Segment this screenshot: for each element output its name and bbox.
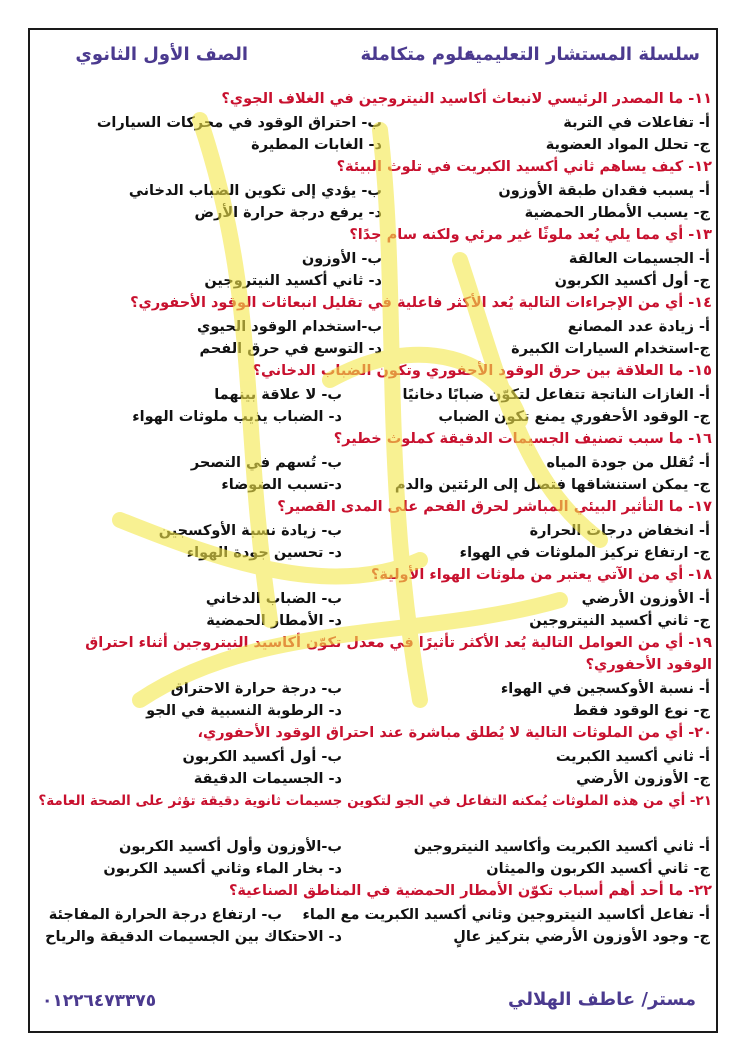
option-b: ب- درجة حرارة الاحتراق [170, 681, 342, 697]
option-b: ب- احتراق الوقود في محركات السيارات [96, 115, 382, 131]
option-c: ج- يسبب الأمطار الحمضية [524, 205, 710, 221]
option-d: د- تحسين جودة الهواء [186, 545, 342, 561]
question-text: ١٢- كيف يساهم ثاني أكسيد الكبريت في تلوث البيئة؟ [336, 159, 712, 175]
question-text: ١٨- أي من الآتي يعتبر من ملوثات الهواء الأولية؟ [370, 567, 712, 583]
option-c: ج-استخدام السيارات الكبيرة [511, 341, 710, 357]
option-b: ب- ارتفاع درجة الحرارة المفاجئة [48, 907, 282, 923]
option-a: أ- انخفاض درجات الحرارة [529, 523, 710, 539]
option-b: ب-استخدام الوقود الحيوي [197, 319, 382, 335]
option-c: ج- الوقود الأحفوري يمنع تكون الضباب [438, 409, 710, 425]
series-title: سلسلة المستشار التعليمية [464, 44, 700, 65]
option-c: ج- الأوزون الأرضي [576, 771, 710, 787]
teacher-name: مستر/ عاطف الهلالي [507, 989, 696, 1010]
question-text: ١٩- أي من العوامل التالية يُعد الأكثر تأثيرًا في معدل تكوّن أكاسيد النيتروجين أثناء احتراق الوقود الأحفوري؟ [85, 635, 712, 673]
question-text: ٢٠- أي من الملوثات التالية لا يُطلق مباشرة عند احتراق الوقود الأحفوري، [197, 725, 712, 741]
question-text: ١٦- ما سبب تصنيف الجسيمات الدقيقة كملوث خطير؟ [333, 431, 712, 447]
option-b: ب- زيادة نسبة الأوكسجين [158, 523, 342, 539]
option-d: د- الضباب يذيب ملوثات الهواء [132, 409, 342, 425]
option-d: د- الجسيمات الدقيقة [193, 771, 342, 787]
option-b: ب- يؤدي إلى تكوين الضباب الدخاني [128, 183, 382, 199]
option-d: د- الرطوبة النسبية في الجو [146, 703, 342, 719]
option-d: د- الغابات المطيرة [251, 137, 382, 153]
option-c: ج- تحلل المواد العضوية [545, 137, 710, 153]
option-b: ب- الأوزون [301, 251, 382, 267]
page-header [30, 30, 716, 88]
option-c: ج- يمكن استنشاقها فتصل إلى الرئتين والدم [394, 477, 710, 493]
option-b: ب- أول أكسيد الكربون [182, 749, 342, 765]
option-a: أ- ثاني أكسيد الكبريت [555, 749, 710, 765]
option-d: د- الاحتكاك بين الجسيمات الدقيقة والرياح [45, 929, 342, 945]
question-text: ٢١- أي من هذه الملوثات يُمكنه التفاعل في الجو لتكوين جسيمات ثانوية دقيقة تؤثر على الصحة العامة؟ [38, 793, 712, 809]
option-d: د-تسبب الضوضاء [221, 477, 342, 493]
option-a: أ- الأوزون الأرضي [581, 591, 710, 607]
option-a: أ- يسبب فقدان طبقة الأوزون [498, 183, 710, 199]
question-text: ٢٢- ما أحد أهم أسباب تكوّن الأمطار الحمضية في المناطق الصناعية؟ [228, 883, 712, 899]
option-b: ب- تُسهم في التصحر [190, 455, 342, 471]
option-d: د- التوسع في حرق الفحم [199, 341, 382, 357]
option-c: ج- ثاني أكسيد النيتروجين [529, 613, 710, 629]
subject-title: علوم متكاملة [360, 44, 476, 65]
question-text: ١٥- ما العلاقة بين حرق الوقود الأحفوري وتكون الضباب الدخاني؟ [252, 363, 712, 379]
option-b: ب- لا علاقة بينهما [214, 387, 342, 403]
option-a: أ- الغازات الناتجة تتفاعل لتكوّن ضبابًا دخانيًا [402, 387, 710, 403]
option-b: ب- الضباب الدخاني [205, 591, 342, 607]
option-c: ج- أول أكسيد الكربون [554, 273, 710, 289]
question-text: ١٣- أي مما يلي يُعد ملوثًا غير مرئي ولكنه سام جدًا؟ [349, 227, 712, 243]
option-d: د- يرفع درجة حرارة الأرض [194, 205, 382, 221]
option-a: أ- زيادة عدد المصانع [567, 319, 710, 335]
page-footer [30, 989, 716, 1045]
option-d: د- ثاني أكسيد النيتروجين [204, 273, 382, 289]
option-a: أ- ثاني أكسيد الكبريت وأكاسيد النيتروجين [413, 839, 710, 855]
option-a: أ- تفاعل أكاسيد النيتروجين وثاني أكسيد الكبريت مع الماء [302, 907, 710, 923]
grade-title: الصف الأول الثانوي [75, 44, 248, 65]
option-c: ج- وجود الأوزون الأرضي بتركيز عالٍ [453, 929, 710, 945]
phone-number: ٠١٢٢٦٤٧٣٣٧٥ [42, 991, 157, 1011]
option-d: د- الأمطار الحمضية [206, 613, 342, 629]
option-a: أ- تُقلل من جودة المياه [546, 455, 710, 471]
option-c: ج- ارتفاع تركيز الملوثات في الهواء [459, 545, 710, 561]
option-c: ج- ثاني أكسيد الكربون والميثان [486, 861, 710, 877]
option-c: ج- نوع الوقود فقط [572, 703, 710, 719]
option-a: أ- الجسيمات العالقة [568, 251, 710, 267]
question-text: ١٤- أي من الإجراءات التالية يُعد الأكثر فاعلية في تقليل انبعاثات الوقود الأحفوري؟ [130, 295, 712, 311]
question-text: ١٧- ما التأثير البيئي المباشر لحرق الفحم على المدى القصير؟ [277, 499, 712, 515]
option-b: ب-الأوزون وأول أكسيد الكربون [118, 839, 342, 855]
option-d: د- بخار الماء وثاني أكسيد الكربون [103, 861, 342, 877]
question-text: ١١- ما المصدر الرئيسي لانبعاث أكاسيد النيتروجين في الغلاف الجوي؟ [221, 91, 712, 107]
option-a: أ- نسبة الأوكسجين في الهواء [500, 681, 710, 697]
option-a: أ- تفاعلات في التربة [563, 115, 710, 131]
